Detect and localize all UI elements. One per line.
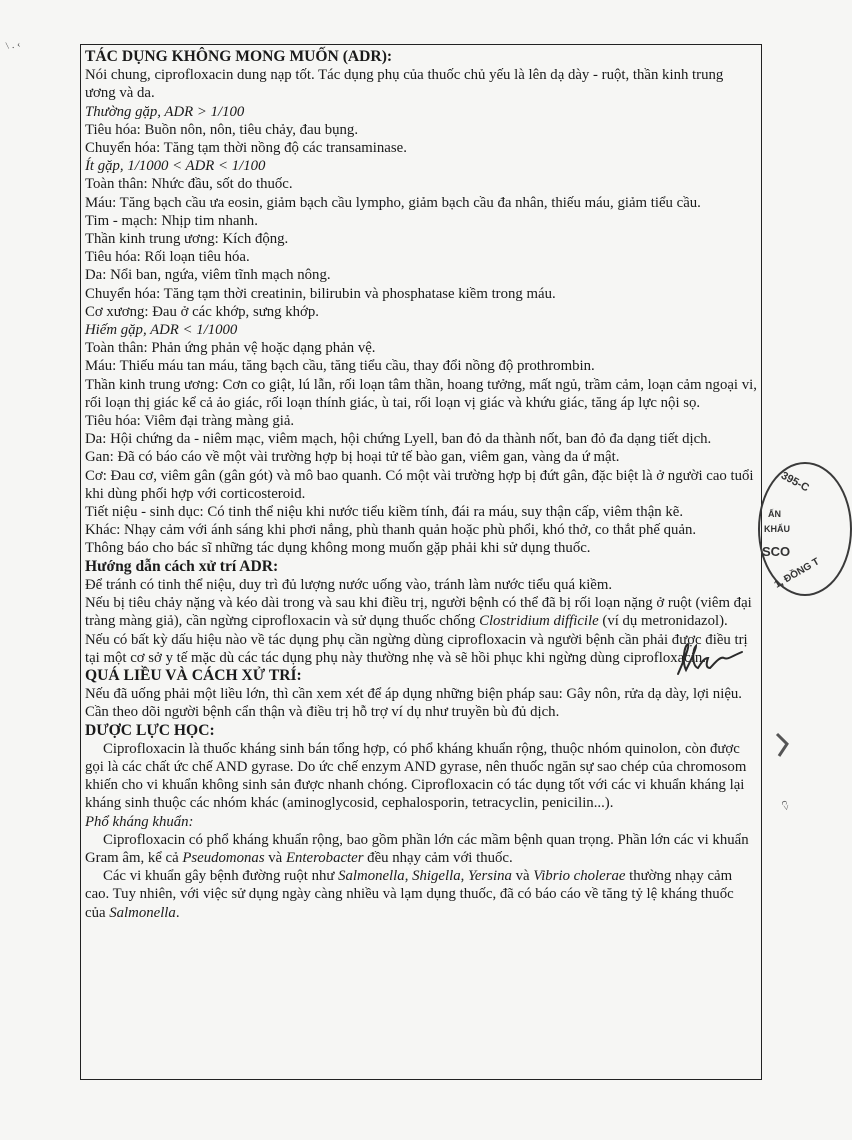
rare-item: Tiết niệu - sinh dục: Có tinh thể niệu khi nước tiểu kiềm tính, đái ra máu, suy thận cấp, viêm thận kẽ.: [85, 504, 684, 521]
organism-name: Salmonella: [338, 868, 405, 885]
overdose-heading: QUÁ LIỀU VÀ CÁCH XỬ TRÍ:: [85, 666, 302, 684]
stamp-text: 395-C: [778, 469, 812, 495]
text-span: ,: [460, 868, 468, 885]
common-item: Chuyển hóa: Tăng tạm thời nồng độ các transaminase.: [85, 140, 407, 157]
stamp-text: ẤN: [768, 509, 781, 519]
text-span: và: [264, 849, 286, 866]
organism-name: Clostridium difficile: [479, 613, 599, 630]
spectrum-label: Phổ kháng khuẩn:: [85, 813, 194, 830]
organism-name: Enterobacter: [285, 849, 364, 866]
rare-item: Khác: Nhạy cảm với ánh sáng khi phơi nắng, phù thanh quản hoặc phù phổi, khó thở, co thắt phế quản.: [85, 522, 697, 539]
rare-item: Da: Hội chứng da - niêm mạc, viêm mạch, hội chứng Lyell, ban đỏ da thành nốt, ban đỏ đa dạng tiết dịch.: [85, 431, 712, 448]
management-item: Để tránh có tinh thể niệu, duy trì đủ lượng nước uống vào, tránh làm nước tiểu quá kiềm.: [85, 576, 613, 593]
common-item: Tiêu hóa: Buồn nôn, nôn, tiêu chảy, đau bụng.: [85, 121, 359, 138]
edge-artifact: [775, 730, 795, 760]
uncommon-item: Tiêu hóa: Rối loạn tiêu hóa.: [85, 249, 250, 266]
edge-artifact: c>: [778, 799, 792, 812]
organism-name: Pseudomonas: [182, 849, 265, 866]
pharmacodynamics-heading: DƯỢC LỰC HỌC:: [85, 721, 215, 739]
text-span: đều nhạy cảm với thuốc.: [363, 849, 513, 866]
uncommon-item: Da: Nổi ban, ngứa, viêm tĩnh mạch nông.: [85, 267, 331, 284]
document-body: [85, 48, 757, 922]
uncommon-label: Ít gặp, 1/1000 < ADR < 1/100: [85, 158, 266, 175]
common-label: Thường gặp, ADR > 1/100: [85, 103, 245, 120]
rare-item: Toàn thân: Phản ứng phản vệ hoặc dạng phản vệ.: [85, 340, 376, 357]
organism-name: Vibrio cholerae: [533, 868, 626, 885]
uncommon-item: Chuyển hóa: Tăng tạm thời creatinin, bilirubin và phosphatase kiềm trong máu.: [85, 285, 556, 302]
text-span: thường nhạy cảm cao. Tuy nhiên, với việc sử dụng ngày càng nhiều và lạm dụng thuốc, đã có báo cáo về tăng tỷ lệ kháng thuốc của: [85, 868, 734, 921]
adr-intro: Nói chung, ciprofloxacin dung nạp tốt. Tác dụng phụ của thuốc chủ yếu là lên dạ dày - ruột, thần kinh trung ương và da.: [85, 67, 724, 102]
text-span: Nếu bị tiêu chảy nặng và kéo dài trong và sau khi điều trị, người bệnh có thể đã bị rối loạn nặng ở ruột (viêm đại tràng màng giả), cần ngừng ciprofloxacin và sử dụng thuốc chống: [85, 595, 752, 630]
text-span: Ciprofloxacin có phổ kháng khuẩn rộng, bao gồm phần lớn các mầm bệnh quan trọng. Phần lớn các vi khuẩn Gram âm, kể cả: [85, 831, 749, 866]
management-heading: Hướng dẫn cách xử trí ADR:: [85, 557, 279, 575]
rare-label: Hiếm gặp, ADR < 1/1000: [85, 322, 238, 339]
management-diarrhea: [85, 594, 757, 630]
uncommon-item: Cơ xương: Đau ở các khớp, sưng khớp.: [85, 303, 319, 320]
spectrum-paragraph-2: [85, 867, 757, 922]
spectrum-paragraph-1: [85, 831, 757, 867]
stamp-text: 1, ĐỒNG T: [772, 556, 822, 591]
rare-item: Cơ: Đau cơ, viêm gân (gân gót) và mô bao quanh. Có một vài trường hợp bị đứt gân, đặc biệt là ở người cao tuổi khi dùng phối hợp với corticosteroid.: [85, 467, 754, 502]
notify-text: Thông báo cho bác sĩ những tác dụng không mong muốn gặp phải khi sử dụng thuốc.: [85, 540, 591, 557]
handwritten-signature: [672, 640, 752, 680]
organism-name: Salmonella: [109, 904, 176, 921]
stamp-text: KHẨU: [764, 524, 790, 534]
organism-name: Yersina: [468, 868, 512, 885]
uncommon-item: Tim - mạch: Nhịp tim nhanh.: [85, 212, 258, 229]
uncommon-item: Toàn thân: Nhức đầu, sốt do thuốc.: [85, 176, 293, 193]
text-span: (ví dụ metronidazol).: [598, 613, 728, 630]
uncommon-item: Máu: Tăng bạch cầu ưa eosin, giảm bạch cầu lympho, giảm bạch cầu đa nhân, thiếu máu, giảm tiểu cầu.: [85, 194, 701, 211]
company-stamp: [758, 462, 852, 596]
rare-item: Tiêu hóa: Viêm đại tràng màng giả.: [85, 413, 295, 430]
organism-name: Shigella: [412, 868, 461, 885]
uncommon-item: Thần kinh trung ương: Kích động.: [85, 231, 289, 248]
text-span: Các vi khuẩn gây bệnh đường ruột như: [103, 868, 339, 885]
stamp-text: SCO: [762, 544, 791, 559]
rare-item: Gan: Đã có báo cáo về một vài trường hợp bị hoại tử tế bào gan, viêm gan, vàng da ứ mật.: [85, 449, 620, 466]
corner-mark: \ ․ ‹: [5, 39, 22, 52]
text-span: .: [175, 904, 180, 921]
pharmacodynamics-text: Ciprofloxacin là thuốc kháng sinh bán tổng hợp, có phổ kháng khuẩn rộng, thuộc nhóm quinolon, còn được gọi là các chất ức chế AND gyrase. Do ức chế enzym AND gyrase, nên thuốc ngăn sự sao chép của chromosom khiến cho vi khuẩn không sinh sản được nhanh chóng. Ciprofloxacin có tác dụng tốt với các vi khuẩn kháng lại kháng sinh thuộc các nhóm khác (aminoglycosid, cephalosporin, tetracyclin, penicilin...).: [85, 740, 747, 812]
overdose-text: Nếu đã uống phải một liều lớn, thì cần xem xét để áp dụng những biện pháp sau: Gây nôn, rửa dạ dày, lợi niệu. Cần theo dõi người bệnh cẩn thận và điều trị hỗ trợ ví dụ như truyền bù đủ dịch.: [85, 686, 742, 721]
adr-heading: TÁC DỤNG KHÔNG MONG MUỐN (ADR):: [85, 48, 393, 65]
rare-item: Thần kinh trung ương: Cơn co giật, lú lẫn, rối loạn tâm thần, hoang tưởng, mất ngủ, trầm cảm, loạn cảm ngoại vi, rối loạn thị giác kể cả ảo giác, rối loạn thính giác, ù tai, rối loạn vị giác và khứu giác, tăng áp lực nội sọ.: [85, 376, 757, 411]
rare-item: Máu: Thiếu máu tan máu, tăng bạch cầu, tăng tiểu cầu, thay đổi nồng độ prothrombin.: [85, 358, 595, 375]
text-span: ,: [404, 868, 413, 885]
text-span: và: [511, 868, 534, 885]
management-stop: Nếu có bất kỳ dấu hiệu nào về tác dụng phụ cần ngừng dùng ciprofloxacin và người bệnh cần phải được điều trị tại một cơ sở y tế mặc dù các tác dụng phụ này thường nhẹ và sẽ hồi phục khi ngừng dùng ciprofloxacin.: [85, 631, 748, 666]
